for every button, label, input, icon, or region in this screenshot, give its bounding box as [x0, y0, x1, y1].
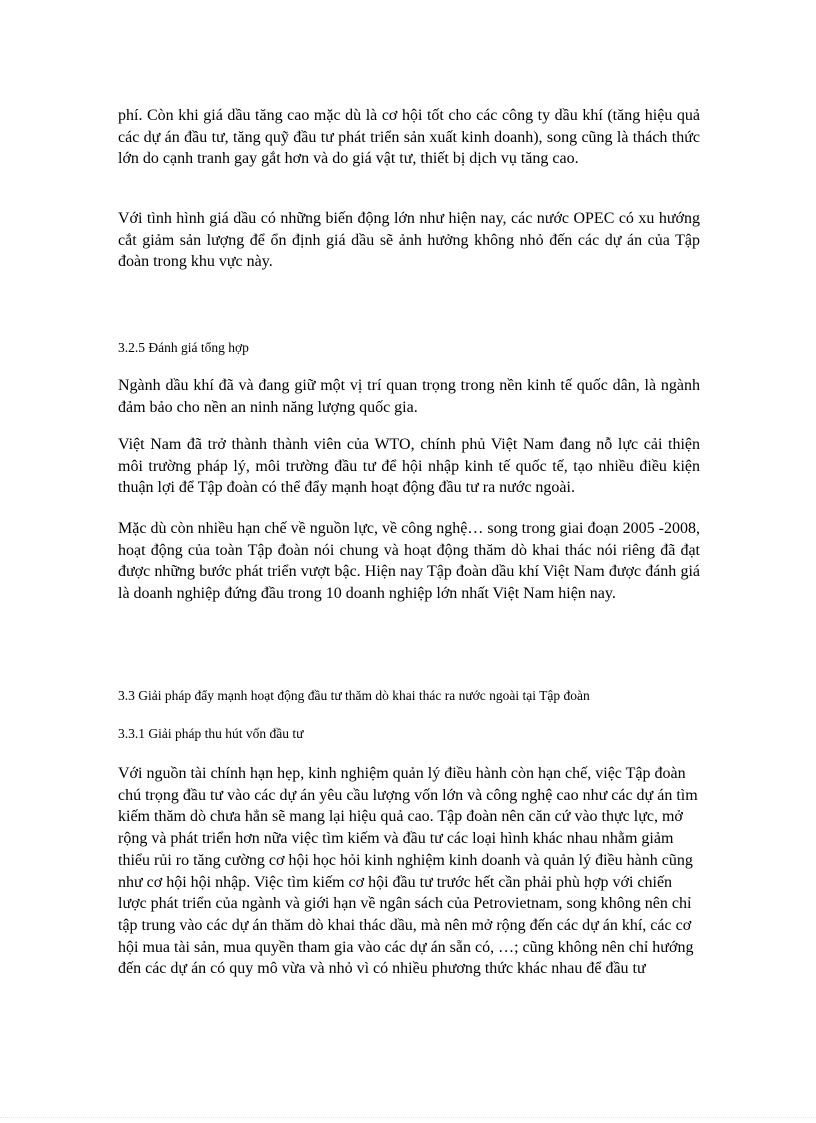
heading-3-2-5: 3.2.5 Đánh giá tổng hợp — [118, 340, 249, 355]
heading-3-3: 3.3 Giải pháp đẩy mạnh hoạt động đầu tư thăm dò khai thác ra nước ngoài tại Tập đoàn — [118, 688, 590, 703]
page-bottom-edge — [0, 1117, 816, 1118]
paragraph-wto-membership: Việt Nam đã trở thành thành viên của WTO, chính phủ Việt Nam đang nỗ lực cải thiện môi trường pháp lý, môi trường đầu tư để hội nhập kinh tế quốc tế, tạo nhiều điều kiện thuận lợi để Tập đoàn có thể đẩy mạnh hoạt động đầu tư ra nước ngoài. — [118, 436, 700, 497]
paragraph-opec-trend: Với tình hình giá dầu có những biến động lớn như hiện nay, các nước OPEC có xu hướng cắt giảm sản lượng để ổn định giá dầu sẽ ảnh hưởng không nhỏ đến các dự án của Tập đoàn trong khu vực này. — [118, 210, 700, 271]
paragraph-oil-industry-role: Ngành dầu khí đã và đang giữ một vị trí quan trọng trong nền kinh tế quốc dân, là ngành đảm bảo cho nền an ninh năng lượng quốc gia. — [118, 377, 700, 416]
paragraph-investment-attraction: Với nguồn tài chính hạn hẹp, kinh nghiệm quản lý điều hành còn hạn chế, việc Tập đoàn chú trọng đầu tư vào các dự án yêu cầu lượng vốn lớn và công nghệ cao như các dự án tìm kiếm thăm dò chưa hẳn sẽ mang lại hiệu quả cao. Tập đoàn nên căn cứ vào thực lực, mở rộng và phát triển hơn nữa việc tìm kiếm và đầu tư các loại hình khác nhau nhằm giảm thiểu rủi ro tăng cường cơ hội học hỏi kinh nghiệm kinh doanh và quản lý điều hành cũng như cơ hội hội nhập. Việc tìm kiếm cơ hội đầu tư trước hết cần phải phù hợp với chiến lược phát triển của ngành và giới hạn về ngân sách của Petrovietnam, song không nên chỉ tập trung vào các dự án thăm dò khai thác dầu, mà nên mở rộng đến các dự án khí, các cơ hội mua tài sản, mua quyền tham gia vào các dự án sẵn có, …; cũng không nên chỉ hướng đến các dự án có quy mô vừa và nhỏ vì có nhiều phương thức khác nhau để đầu tư — [118, 765, 698, 978]
paragraph-oil-price-impact: phí. Còn khi giá dầu tăng cao mặc dù là cơ hội tốt cho các công ty dầu khí (tăng hiệu quả các dự án đầu tư, tăng quỹ đầu tư phát triển sản xuất kinh doanh), song cũng là thách thức lớn do cạnh tranh gay gắt hơn và do giá vật tư, thiết bị dịch vụ tăng cao. — [118, 107, 700, 168]
paragraph-2005-2008-growth: Mặc dù còn nhiều hạn chế về nguồn lực, về công nghệ… song trong giai đoạn 2005 -2008, hoạt động của toàn Tập đoàn nói chung và hoạt động thăm dò khai thác nói riêng đã đạt được những bước phát triển vượt bậc. Hiện nay Tập đoàn dầu khí Việt Nam được đánh giá là doanh nghiệp đứng đầu trong 10 doanh nghiệp lớn nhất Việt Nam hiện nay. — [118, 520, 700, 603]
heading-3-3-1: 3.3.1 Giải pháp thu hút vốn đầu tư — [118, 726, 304, 741]
